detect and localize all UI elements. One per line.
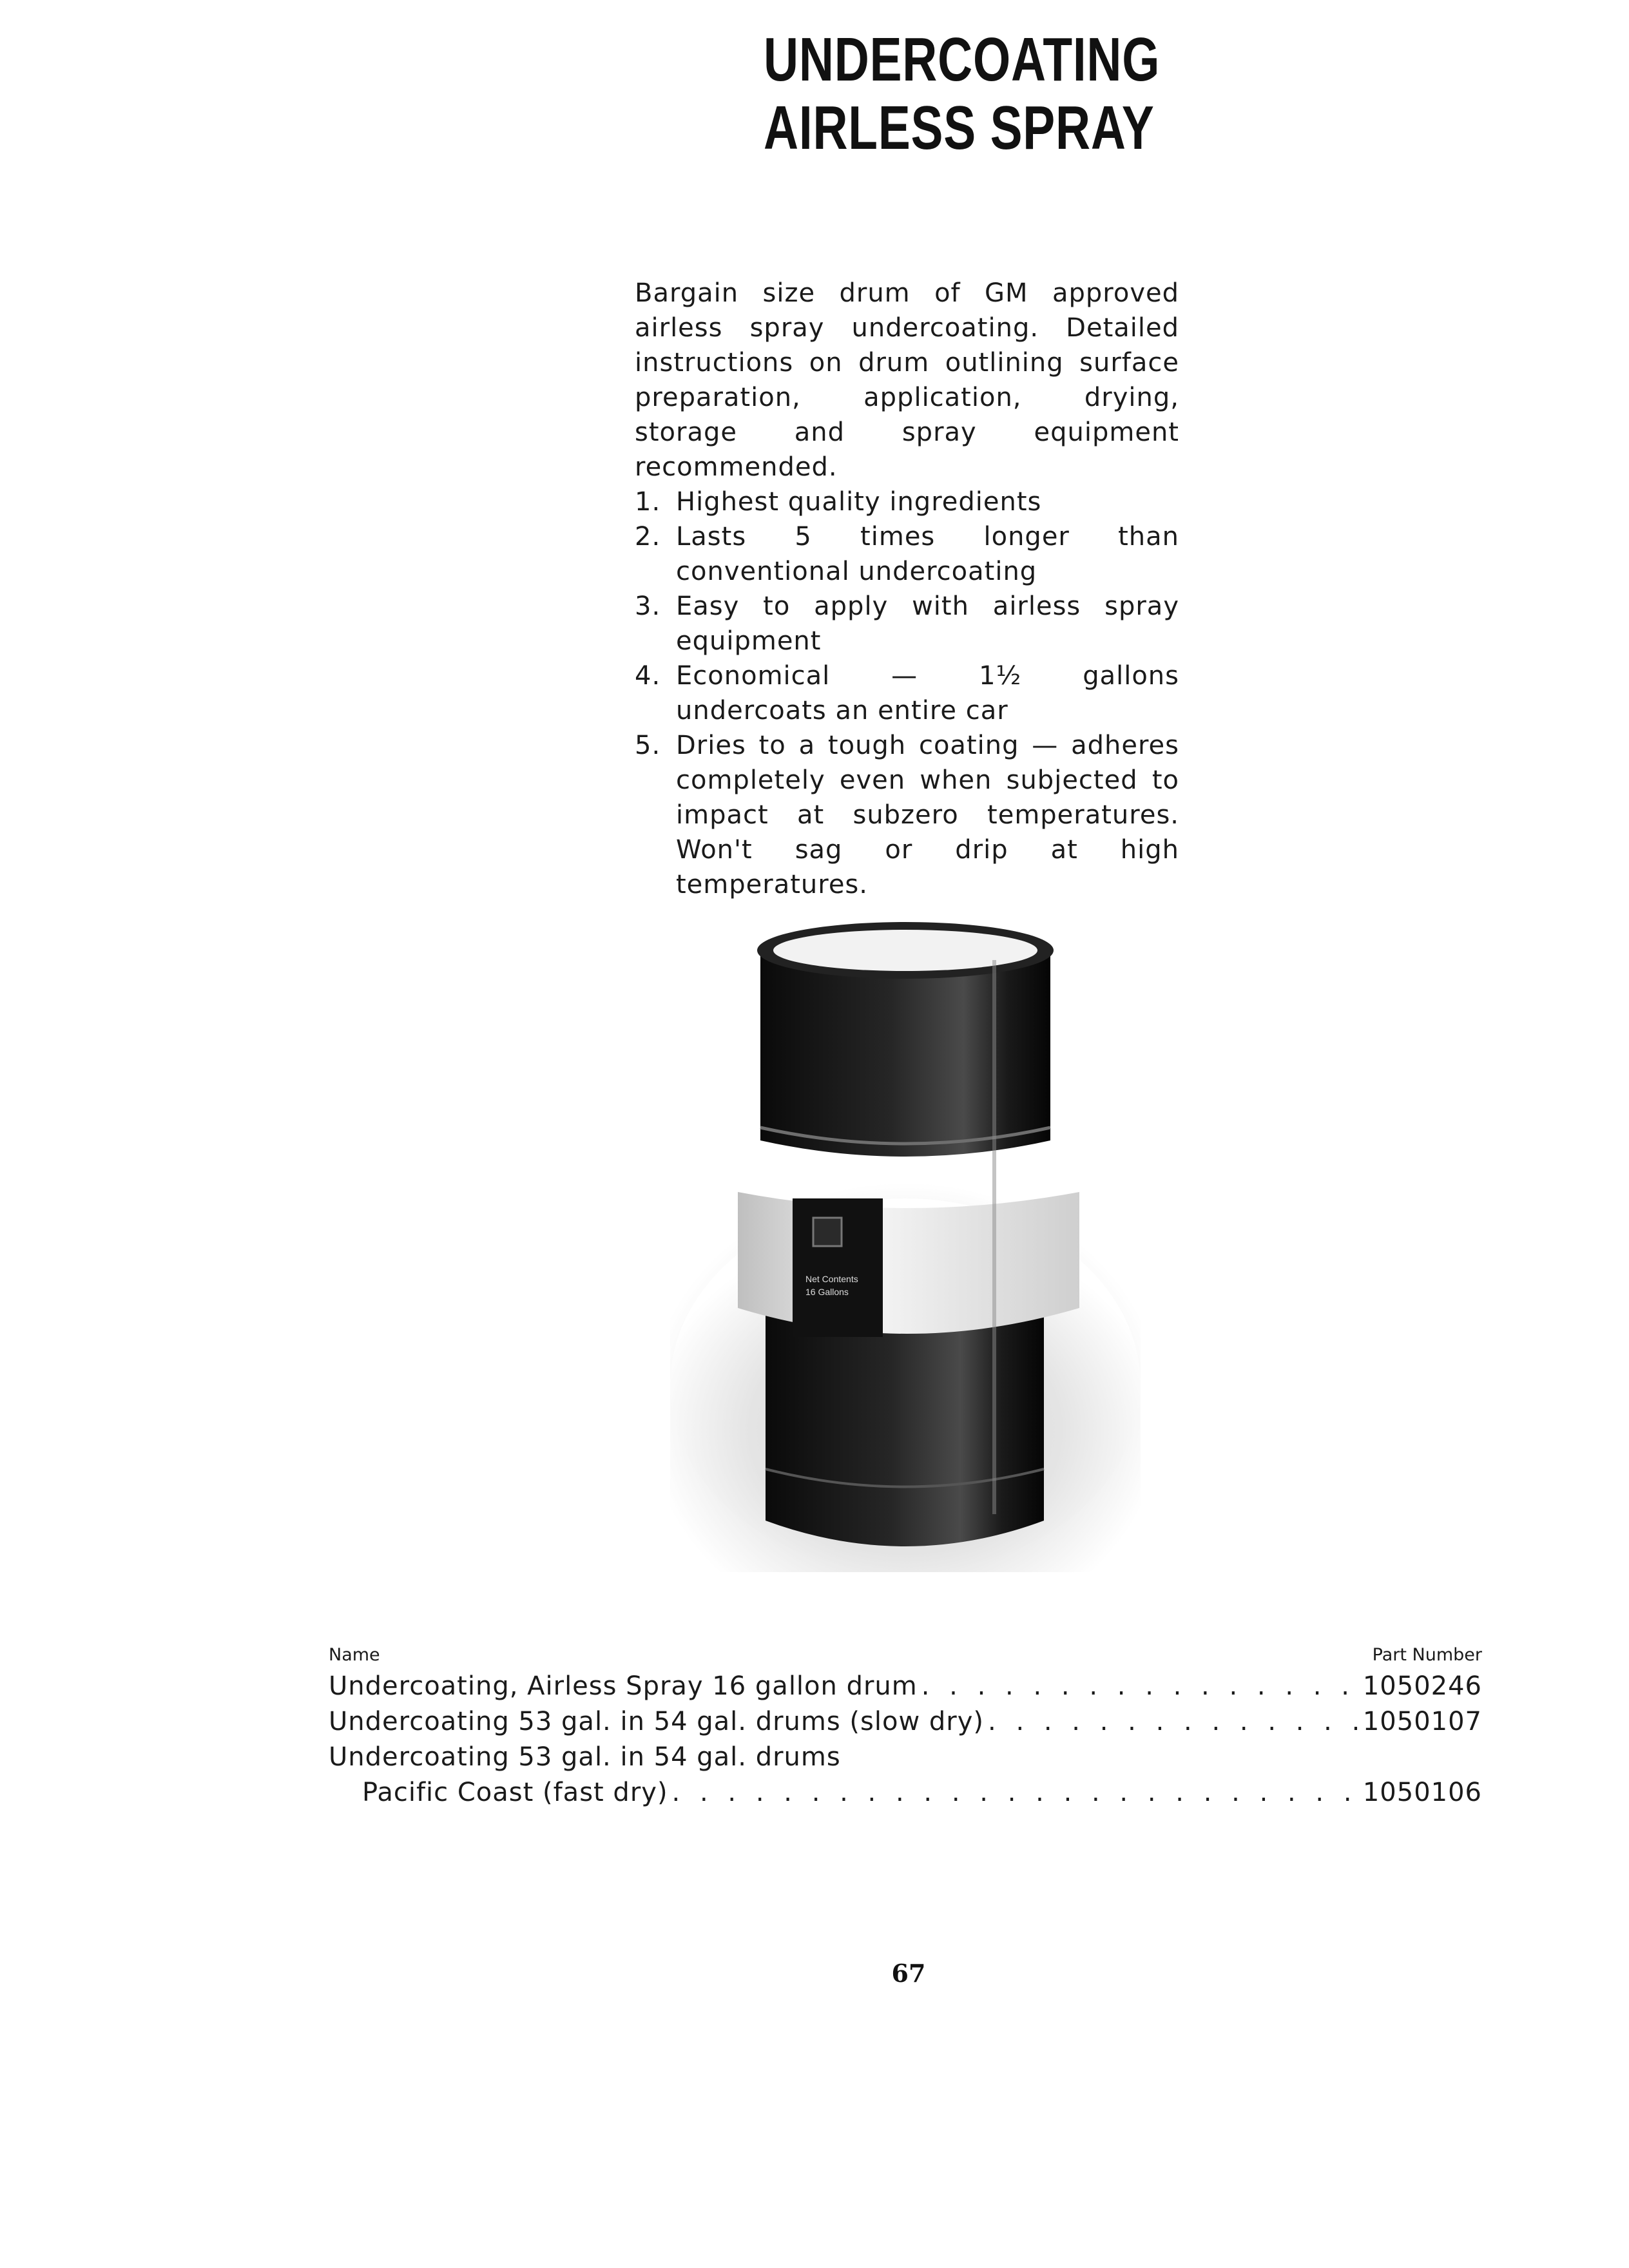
part-number: 1050107	[1362, 1707, 1482, 1736]
table-row	[329, 1775, 1482, 1811]
page-title	[764, 25, 1161, 162]
feature-item	[635, 519, 1179, 589]
feature-item	[635, 589, 1179, 658]
dot-leader	[921, 1669, 1359, 1704]
page-number: 67	[891, 1959, 926, 1988]
feature-item	[635, 728, 1179, 902]
feature-number: 5.	[635, 731, 661, 760]
drum-label-line-2: 16 Gallons	[805, 1287, 849, 1297]
table-row	[329, 1740, 1482, 1775]
part-name: Undercoating 53 gal. in 54 gal. drums	[329, 1742, 841, 1772]
intro-paragraph: Bargain size drum of GM approved airless spray undercoating. Detailed instructions on drum outlining surface preparation, application, drying, storage and spray equipment recommended.	[635, 278, 1179, 482]
dot-leader	[988, 1704, 1359, 1740]
parts-table-header	[329, 1645, 1482, 1665]
part-name: Undercoating, Airless Spray 16 gallon drum	[329, 1671, 918, 1701]
table-row	[329, 1704, 1482, 1740]
feature-text: Lasts 5 times longer than conventional undercoating	[676, 522, 1179, 586]
column-header-name: Name	[329, 1645, 380, 1665]
feature-list	[635, 485, 1179, 902]
table-row	[329, 1669, 1482, 1704]
feature-text: Easy to apply with airless spray equipment	[676, 591, 1179, 656]
feature-item	[635, 658, 1179, 728]
part-number: 1050106	[1362, 1778, 1482, 1807]
drum-upper-section	[760, 954, 1050, 1157]
feature-text: Dries to a tough coating — adheres completely even when subjected to impact at subzero temperatures. Won't sag or drip at high temperatures.	[676, 731, 1179, 899]
dot-leader	[672, 1775, 1359, 1811]
part-name: Pacific Coast (fast dry)	[362, 1778, 668, 1807]
title-line-1: UNDERCOATING	[764, 25, 1161, 94]
title-line-2: AIRLESS SPRAY	[764, 93, 1155, 162]
feature-item	[635, 485, 1179, 519]
feature-text: Highest quality ingredients	[676, 487, 1042, 517]
drum-white-band	[738, 1192, 1079, 1334]
feature-text: Economical — 1½ gallons undercoats an entire car	[676, 661, 1179, 726]
feature-number: 4.	[635, 661, 661, 691]
drum-lid	[773, 930, 1037, 971]
feature-number: 3.	[635, 591, 661, 621]
column-header-part-number: Part Number	[1372, 1645, 1482, 1665]
feature-number: 1.	[635, 487, 661, 517]
drum-highlight	[992, 960, 996, 1514]
feature-number: 2.	[635, 522, 661, 552]
drum-label-line-1: Net Contents	[805, 1274, 858, 1284]
parts-table	[329, 1645, 1482, 1811]
drum-lower-section	[766, 1314, 1044, 1546]
drum-photo	[670, 921, 1141, 1572]
part-name: Undercoating 53 gal. in 54 gal. drums (slow dry)	[329, 1707, 985, 1736]
product-description	[635, 276, 1179, 902]
gm-logo-icon	[813, 1218, 842, 1246]
part-number: 1050246	[1362, 1671, 1482, 1701]
